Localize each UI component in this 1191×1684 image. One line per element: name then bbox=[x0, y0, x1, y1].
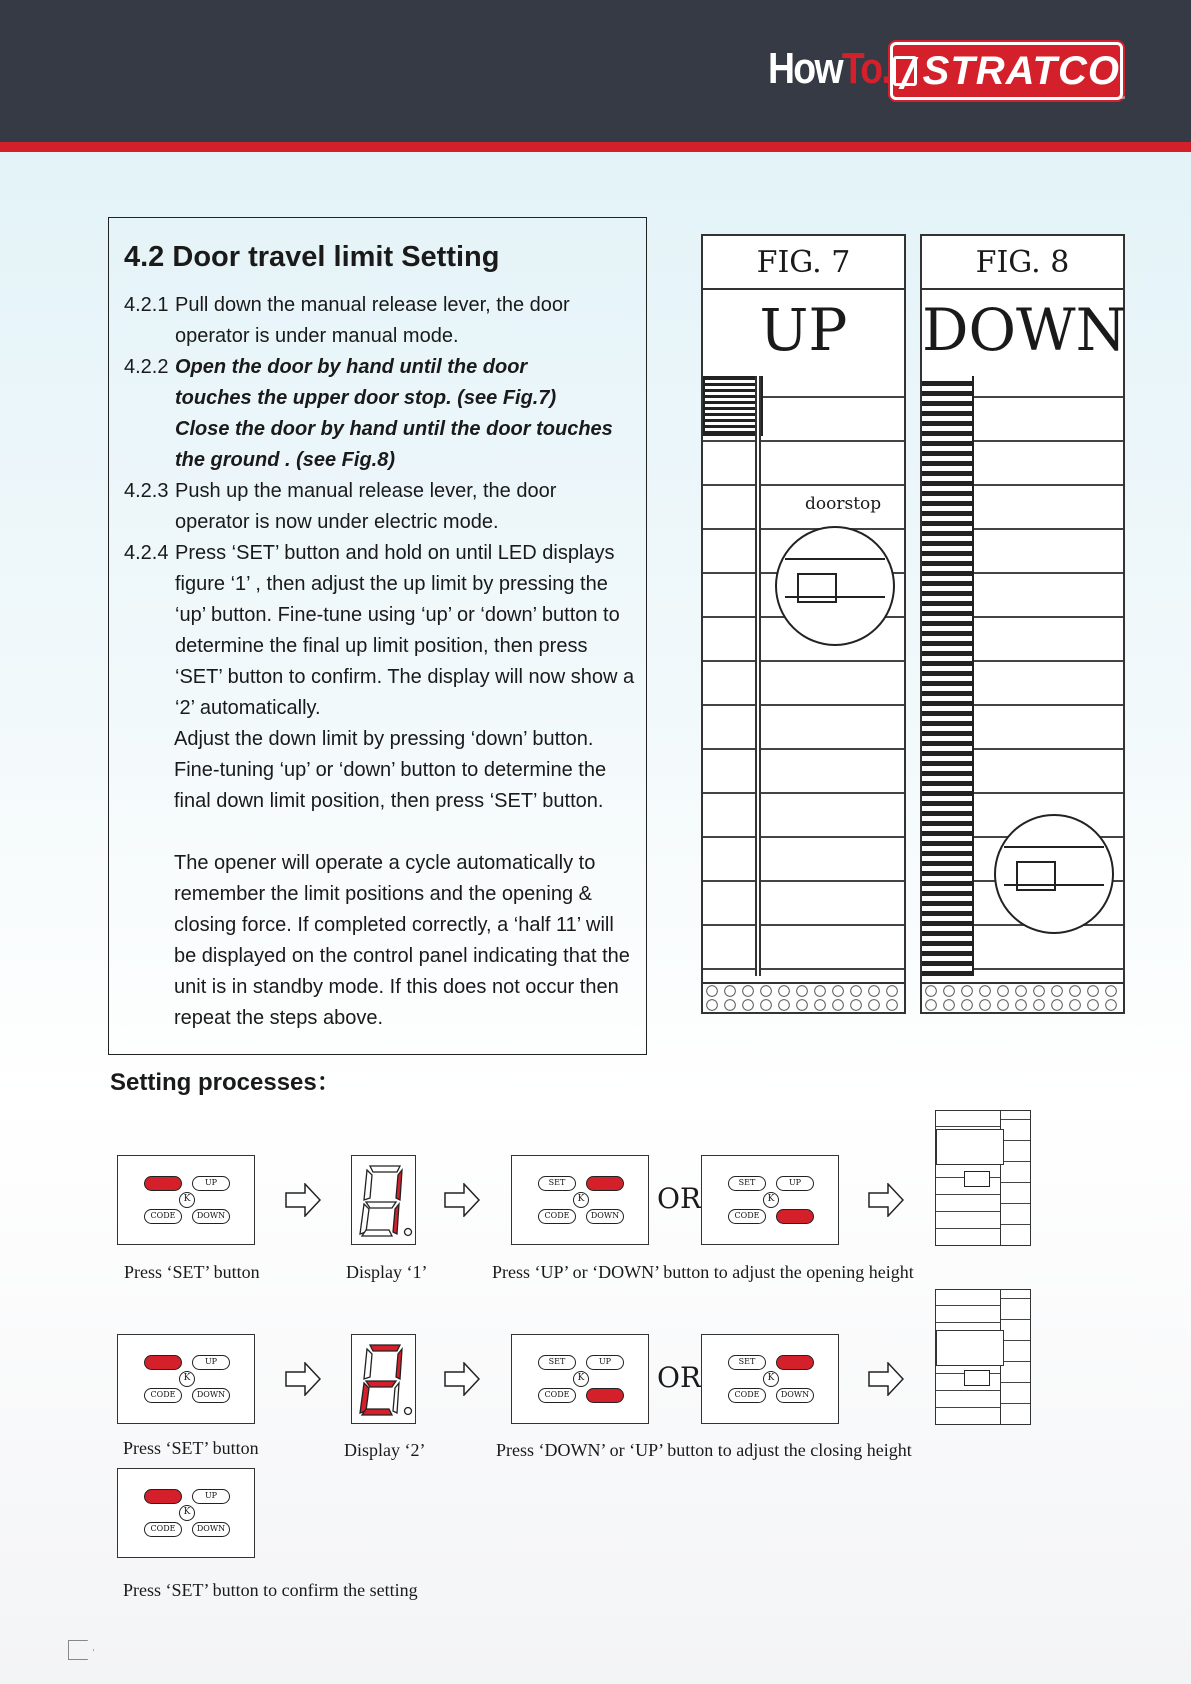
figure-8 bbox=[920, 234, 1125, 1014]
step-line: operator is now under electric mode. bbox=[175, 511, 499, 533]
step-number: 4.2.4 bbox=[124, 542, 169, 564]
door-track bbox=[936, 1129, 1004, 1165]
up-button: UP bbox=[192, 1355, 230, 1370]
caption-row2-set: Press ‘SET’ button bbox=[123, 1438, 259, 1458]
up-button: UP bbox=[586, 1355, 624, 1370]
wall-column bbox=[1000, 1290, 1031, 1424]
control-panel-down-pressed bbox=[701, 1155, 839, 1245]
step-line: determine the final up limit position, then press bbox=[175, 635, 588, 657]
caption-row1-display: Display ‘1’ bbox=[346, 1262, 428, 1282]
figure-8-word: DOWN bbox=[922, 296, 1127, 364]
control-panel-set-pressed bbox=[117, 1334, 255, 1424]
howto-red: To. bbox=[841, 44, 891, 93]
up-button: UP bbox=[776, 1176, 814, 1191]
set-button: SET bbox=[144, 1489, 182, 1504]
up-button: UP bbox=[586, 1176, 624, 1191]
paragraph-line: repeat the steps above. bbox=[174, 1007, 384, 1029]
paragraph-line: unit is in standby mode. If this does not occur then bbox=[174, 976, 619, 998]
arrow-right-icon bbox=[868, 1183, 904, 1217]
header-stripe bbox=[0, 142, 1191, 152]
ground-illustration bbox=[922, 982, 1123, 1012]
set-button: SET bbox=[144, 1355, 182, 1370]
step-4-2-1 bbox=[124, 290, 644, 352]
step-number: 4.2.3 bbox=[124, 480, 169, 502]
k-button: K bbox=[763, 1371, 779, 1387]
k-button: K bbox=[179, 1192, 195, 1208]
door-curtain-illustration bbox=[922, 376, 974, 976]
step-number: 4.2.2 bbox=[124, 356, 169, 378]
step-number: 4.2.1 bbox=[124, 294, 169, 316]
door-bottom-position-illustration bbox=[935, 1289, 1031, 1425]
setting-processes-title bbox=[110, 1062, 341, 1097]
wall-column bbox=[1000, 1111, 1031, 1245]
set-button: SET bbox=[538, 1176, 576, 1191]
doorstop-label: doorstop bbox=[805, 494, 882, 514]
down-button: DOWN bbox=[192, 1388, 230, 1403]
code-button: CODE bbox=[728, 1209, 766, 1224]
zoom-bracket bbox=[797, 573, 837, 603]
control-panel-up-pressed bbox=[511, 1155, 649, 1245]
paragraph-line: The opener will operate a cycle automatically to bbox=[174, 852, 596, 874]
paragraph-line: remember the limit positions and the opening & bbox=[174, 883, 593, 905]
code-button: CODE bbox=[538, 1388, 576, 1403]
digit-2-icon bbox=[352, 1335, 417, 1425]
brand-name: STRATCO bbox=[922, 48, 1120, 93]
caption-row2-adjust: Press ‘DOWN’ or ‘UP’ button to adjust the closing height bbox=[496, 1440, 912, 1460]
doorstop-zoom-detail bbox=[775, 526, 895, 646]
down-button: DOWN bbox=[586, 1209, 624, 1224]
arrow-right-icon bbox=[285, 1362, 321, 1396]
arrow-right-icon bbox=[285, 1183, 321, 1217]
or-label: OR bbox=[657, 1361, 702, 1394]
k-button: K bbox=[179, 1371, 195, 1387]
door-bracket bbox=[964, 1171, 990, 1187]
k-button: K bbox=[763, 1192, 779, 1208]
set-button: SET bbox=[144, 1176, 182, 1191]
step-line: ‘SET’ button to confirm. The display will now show a bbox=[175, 666, 635, 688]
step-4-2-3 bbox=[124, 476, 644, 538]
code-button: CODE bbox=[144, 1209, 182, 1224]
down-button: DOWN bbox=[586, 1388, 624, 1403]
paragraph-line: Adjust the down limit by pressing ‘down’ button. bbox=[174, 728, 594, 750]
set-button: SET bbox=[728, 1176, 766, 1191]
control-panel-set-pressed bbox=[117, 1155, 255, 1245]
setting-processes-label: Setting processes bbox=[110, 1069, 317, 1096]
stratco-logo bbox=[890, 42, 1123, 100]
digit-1-icon bbox=[352, 1156, 417, 1246]
step-line: Close the door by hand until the door touches bbox=[175, 418, 613, 440]
or-label: OR bbox=[657, 1182, 702, 1215]
caption-row3-confirm: Press ‘SET’ button to confirm the setting bbox=[123, 1580, 418, 1600]
arrow-right-icon bbox=[868, 1362, 904, 1396]
step-line: Push up the manual release lever, the door bbox=[175, 480, 557, 502]
paragraph-line: final down limit position, then press ‘SET’ button. bbox=[174, 790, 604, 812]
figure-8-label: FIG. 8 bbox=[922, 236, 1123, 290]
door-roll-illustration bbox=[703, 376, 763, 436]
led-display-1 bbox=[351, 1155, 416, 1245]
ground-zoom-detail bbox=[994, 814, 1114, 934]
section-title: 4.2 Door travel limit Setting bbox=[124, 241, 500, 273]
set-button: SET bbox=[728, 1355, 766, 1370]
paragraph-cycle bbox=[174, 848, 644, 1034]
caption-row1-adjust: Press ‘UP’ or ‘DOWN’ button to adjust the opening height bbox=[492, 1262, 914, 1282]
trademark: ™ bbox=[1118, 96, 1125, 103]
down-button: DOWN bbox=[776, 1209, 814, 1224]
step-4-2-4 bbox=[124, 538, 644, 724]
k-button: K bbox=[179, 1505, 195, 1521]
paragraph-line: closing force. If completed correctly, a ‘half 11’ will bbox=[174, 914, 614, 936]
set-button: SET bbox=[538, 1355, 576, 1370]
down-button: DOWN bbox=[192, 1522, 230, 1537]
step-line: Open the door by hand until the door bbox=[175, 356, 528, 378]
paragraph-line: be displayed on the control panel indicating that the bbox=[174, 945, 630, 967]
ground-illustration bbox=[703, 982, 904, 1012]
code-button: CODE bbox=[538, 1209, 576, 1224]
k-button: K bbox=[573, 1371, 589, 1387]
door-track bbox=[936, 1330, 1004, 1366]
up-button: UP bbox=[192, 1176, 230, 1191]
paragraph-line: Fine-tuning ‘up’ or ‘down’ button to determine the bbox=[174, 759, 607, 781]
control-panel-set-confirm bbox=[117, 1468, 255, 1558]
title-colon: ： bbox=[316, 1069, 341, 1096]
header-bar bbox=[0, 0, 1191, 142]
paragraph-down-limit bbox=[174, 724, 644, 817]
door-rail bbox=[755, 376, 761, 976]
step-line: ‘2’ automatically. bbox=[175, 697, 321, 719]
up-button: UP bbox=[192, 1489, 230, 1504]
step-line: touches the upper door stop. (see Fig.7) bbox=[175, 387, 557, 409]
arrow-right-icon bbox=[444, 1362, 480, 1396]
caption-row1-set: Press ‘SET’ button bbox=[124, 1262, 260, 1282]
control-panel-down-pressed bbox=[511, 1334, 649, 1424]
figure-7-label: FIG. 7 bbox=[703, 236, 904, 290]
figure-7-word: UP bbox=[703, 296, 904, 364]
figure-7 bbox=[701, 234, 906, 1014]
caption-row2-display: Display ‘2’ bbox=[344, 1440, 426, 1460]
step-line: Press ‘SET’ button and hold on until LED displays bbox=[175, 542, 615, 564]
zoom-bracket bbox=[1016, 861, 1056, 891]
door-bracket bbox=[964, 1370, 990, 1386]
page-marker-icon bbox=[68, 1640, 94, 1660]
code-button: CODE bbox=[728, 1388, 766, 1403]
down-button: DOWN bbox=[776, 1388, 814, 1403]
howto-wordmark bbox=[768, 44, 890, 94]
instructions-box bbox=[108, 217, 647, 1055]
stratco-logo-icon bbox=[893, 56, 917, 86]
led-display-2 bbox=[351, 1334, 416, 1424]
k-button: K bbox=[573, 1192, 589, 1208]
step-line: operator is under manual mode. bbox=[175, 325, 459, 347]
up-button: UP bbox=[776, 1355, 814, 1370]
down-button: DOWN bbox=[192, 1209, 230, 1224]
code-button: CODE bbox=[144, 1522, 182, 1537]
arrow-right-icon bbox=[444, 1183, 480, 1217]
step-line: Pull down the manual release lever, the door bbox=[175, 294, 570, 316]
code-button: CODE bbox=[144, 1388, 182, 1403]
step-line: the ground . (see Fig.8) bbox=[175, 449, 396, 471]
howto-white: How bbox=[768, 44, 842, 93]
step-4-2-2 bbox=[124, 352, 644, 476]
step-line: figure ‘1’ , then adjust the up limit by pressing the bbox=[175, 573, 608, 595]
step-line: ‘up’ button. Fine-tune using ‘up’ or ‘down’ button to bbox=[175, 604, 620, 626]
control-panel-up-pressed bbox=[701, 1334, 839, 1424]
door-top-position-illustration bbox=[935, 1110, 1031, 1246]
